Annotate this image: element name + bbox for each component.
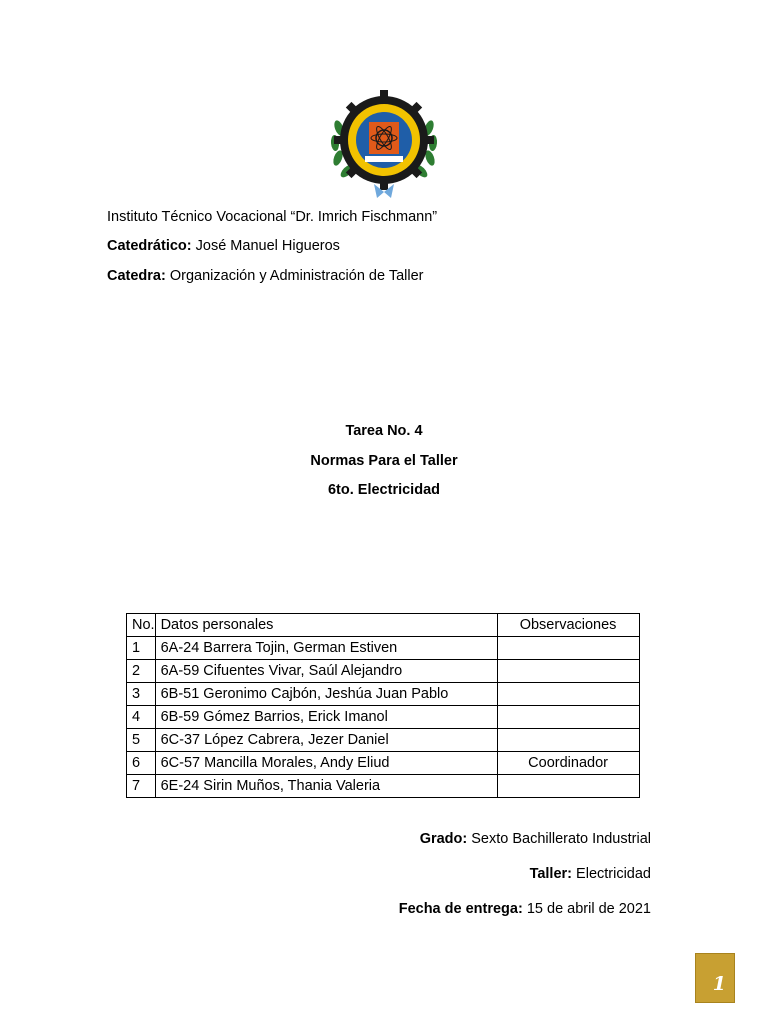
teacher-line — [107, 238, 340, 254]
due-date-line — [399, 901, 651, 917]
row-no: 4 — [127, 706, 156, 729]
table-row — [127, 683, 640, 706]
table-row — [127, 752, 640, 775]
header-no: No. — [127, 614, 156, 637]
table-row — [127, 660, 640, 683]
course-name: Organización y Administración de Taller — [169, 268, 424, 284]
header-observations: Observaciones — [497, 614, 639, 637]
row-observation — [497, 729, 639, 752]
row-no: 6 — [127, 752, 156, 775]
teacher-label: Catedrático: — [107, 238, 192, 254]
institution-name: Instituto Técnico Vocacional “Dr. Imrich Fischmann” — [107, 209, 438, 225]
row-name: 6B-59 Gómez Barrios, Erick Imanol — [155, 706, 497, 729]
row-name: 6B-51 Geronimo Cajbón, Jeshúa Juan Pablo — [155, 683, 497, 706]
course-line — [107, 268, 423, 284]
grade-value: Sexto Bachillerato Industrial — [471, 831, 651, 847]
workshop-line — [530, 866, 651, 882]
row-observation — [497, 637, 639, 660]
school-seal-icon — [329, 88, 439, 200]
members-table — [126, 613, 640, 798]
row-no: 2 — [127, 660, 156, 683]
row-name: 6A-59 Cifuentes Vivar, Saúl Alejandro — [155, 660, 497, 683]
assignment-title: Tarea No. 4 — [345, 423, 423, 439]
table-row — [127, 729, 640, 752]
row-name: 6A-24 Barrera Tojin, German Estiven — [155, 637, 497, 660]
workshop-value: Electricidad — [576, 866, 651, 882]
row-observation: Coordinador — [497, 752, 639, 775]
row-observation — [497, 775, 639, 798]
due-date-label: Fecha de entrega: — [398, 901, 523, 917]
course-label: Catedra: — [107, 268, 166, 284]
row-no: 5 — [127, 729, 156, 752]
row-observation — [497, 706, 639, 729]
table-row — [127, 637, 640, 660]
row-name: 6C-37 López Cabrera, Jezer Daniel — [155, 729, 497, 752]
assignment-subtitle: Normas Para el Taller — [310, 453, 458, 469]
assignment-group: 6to. Electricidad — [327, 482, 440, 498]
header-personal-data: Datos personales — [155, 614, 497, 637]
row-name: 6E-24 Sirin Muños, Thania Valeria — [155, 775, 497, 798]
grade-label: Grado: — [419, 831, 468, 847]
page-number: 1 — [712, 973, 726, 995]
table-row — [127, 706, 640, 729]
teacher-name: José Manuel Higueros — [195, 238, 340, 254]
row-no: 3 — [127, 683, 156, 706]
table-row — [127, 775, 640, 798]
row-no: 7 — [127, 775, 156, 798]
workshop-label: Taller: — [529, 866, 573, 882]
due-date-value: 15 de abril de 2021 — [526, 901, 651, 917]
page-number-badge — [695, 953, 735, 1003]
row-observation — [497, 660, 639, 683]
row-no: 1 — [127, 637, 156, 660]
row-observation — [497, 683, 639, 706]
row-name: 6C-57 Mancilla Morales, Andy Eliud — [155, 752, 497, 775]
table-header-row — [127, 614, 640, 637]
grade-line — [420, 831, 651, 847]
